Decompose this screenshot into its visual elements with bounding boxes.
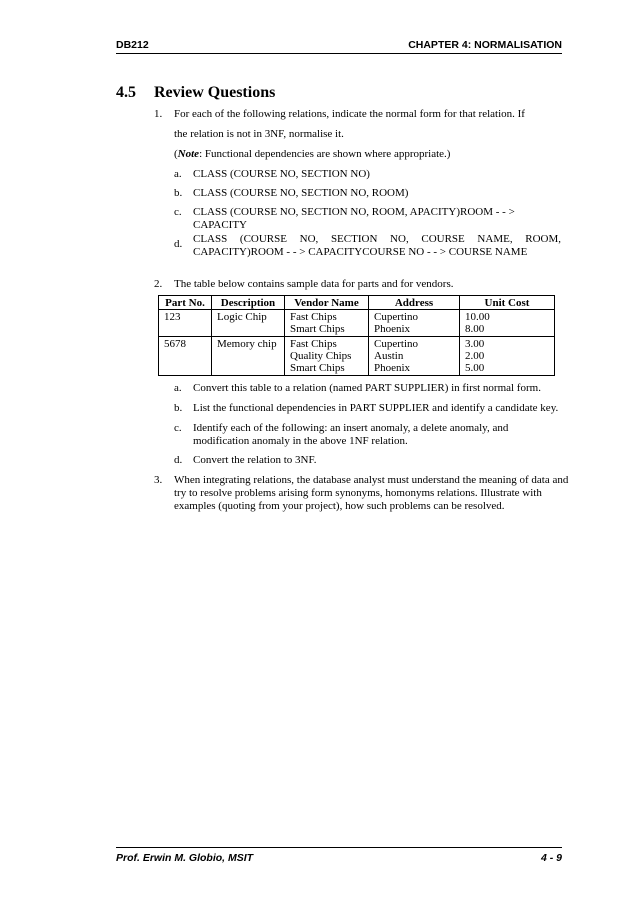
q1-text-line1: For each of the following relations, indicate the normal form for that relation. If — [174, 108, 525, 120]
q1-note-open: ( — [174, 148, 178, 160]
header-rule — [116, 53, 562, 54]
cell-part-no: 123 — [159, 310, 212, 337]
address: Phoenix — [374, 323, 411, 335]
q1-text-line2: the relation is not in 3NF, normalise it. — [174, 128, 344, 140]
q2-item-d-text: Convert the relation to 3NF. — [193, 454, 317, 466]
cell-unit-cost — [460, 337, 555, 376]
q2-item-d-letter: d. — [174, 454, 183, 466]
cell-address — [369, 310, 460, 337]
q1-note-text: : Functional dependencies are shown where appropriate.) — [199, 148, 451, 160]
col-header-description: Description — [212, 296, 285, 310]
cell-vendor-name — [285, 337, 369, 376]
header-course-code: DB212 — [116, 39, 149, 51]
unit-cost: 3.00 — [465, 338, 485, 350]
col-header-vendor-name: Vendor Name — [285, 296, 369, 310]
unit-cost: 8.00 — [465, 323, 485, 335]
q3-text-line1: When integrating relations, the database analyst must understand the meaning of data and — [174, 474, 569, 486]
q3-text-line3: examples (quoting from your project), how such problems can be resolved. — [174, 500, 505, 512]
footer-rule — [116, 847, 562, 848]
col-header-unit-cost: Unit Cost — [460, 296, 555, 310]
address: Cupertino — [374, 311, 418, 323]
vendor-name: Quality Chips — [290, 350, 352, 362]
q2-number: 2. — [154, 278, 163, 290]
q2-item-b-text: List the functional dependencies in PART SUPPLIER and identify a candidate key. — [193, 402, 559, 414]
section-number: 4.5 — [116, 84, 136, 101]
footer-page-number: 4 - 9 — [540, 852, 562, 864]
q1-item-b-letter: b. — [174, 187, 183, 199]
q1-note — [174, 147, 450, 161]
table-header-row — [159, 296, 555, 310]
q2-item-c-line1: Identify each of the following: an insert anomaly, a delete anomaly, and — [193, 422, 509, 434]
address: Phoenix — [374, 362, 411, 374]
col-header-address: Address — [369, 296, 460, 310]
address: Cupertino — [374, 338, 418, 350]
q1-number: 1. — [154, 108, 163, 120]
vendor-name: Smart Chips — [290, 323, 345, 335]
q1-item-c-line1: CLASS (COURSE NO, SECTION NO, ROOM, APACITY)ROOM - - > — [193, 206, 515, 218]
q1-item-a-letter: a. — [174, 168, 182, 180]
q2-item-c-letter: c. — [174, 422, 182, 434]
vendor-name: Fast Chips — [290, 338, 337, 350]
table-row — [159, 310, 555, 337]
cell-part-no: 5678 — [159, 337, 212, 376]
q2-item-c-line2: modification anomaly in the above 1NF relation. — [193, 435, 408, 447]
q1-item-a-text: CLASS (COURSE NO, SECTION NO) — [193, 168, 370, 180]
cell-description: Logic Chip — [212, 310, 285, 337]
q2-text: The table below contains sample data for parts and for vendors. — [174, 278, 454, 290]
address: Austin — [374, 350, 404, 362]
section-title: Review Questions — [154, 84, 276, 101]
vendor-name: Smart Chips — [290, 362, 345, 374]
q1-item-d-line1: CLASS (COURSE NO, SECTION NO, COURSE NAME, ROOM, — [193, 233, 561, 245]
q1-item-d-letter: d. — [174, 238, 183, 250]
cell-vendor-name — [285, 310, 369, 337]
q2-item-a-text: Convert this table to a relation (named PART SUPPLIER) in first normal form. — [193, 382, 541, 394]
cell-description: Memory chip — [212, 337, 285, 376]
q3-number: 3. — [154, 474, 163, 486]
q3-text-line2: try to resolve problems arising form synonyms, homonyms relations. Illustrate with — [174, 487, 542, 499]
footer-author: Prof. Erwin M. Globio, MSIT — [116, 852, 254, 864]
header-chapter-title: CHAPTER 4: NORMALISATION — [408, 39, 562, 51]
q2-item-b-letter: b. — [174, 402, 183, 414]
q1-item-c-letter: c. — [174, 206, 182, 218]
vendor-name: Fast Chips — [290, 311, 337, 323]
table-row — [159, 337, 555, 376]
q1-item-d-line2: CAPACITY)ROOM - - > CAPACITYCOURSE NO - - > COURSE NAME — [193, 246, 528, 258]
cell-unit-cost — [460, 310, 555, 337]
q2-item-a-letter: a. — [174, 382, 182, 394]
q1-item-b-text: CLASS (COURSE NO, SECTION NO, ROOM) — [193, 187, 409, 199]
parts-vendors-table — [158, 295, 555, 376]
q1-item-c-line2: CAPACITY — [193, 219, 247, 231]
q1-note-label: Note — [177, 148, 200, 160]
unit-cost: 5.00 — [465, 362, 485, 374]
col-header-part-no: Part No. — [159, 296, 212, 310]
unit-cost: 2.00 — [465, 350, 485, 362]
cell-address — [369, 337, 460, 376]
unit-cost: 10.00 — [465, 311, 490, 323]
